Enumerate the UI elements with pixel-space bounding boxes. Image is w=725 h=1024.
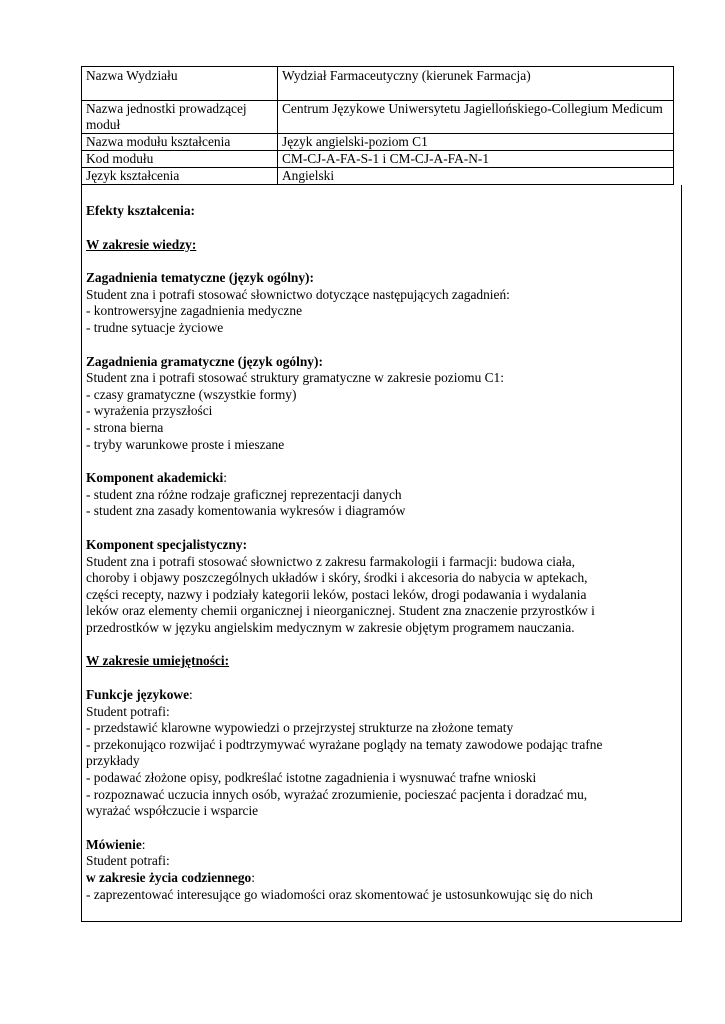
list-item: - czasy gramatyczne (wszystkie formy) (86, 386, 297, 402)
learning-outcomes-cell (81, 185, 682, 922)
section-heading: Efekty kształcenia: (86, 203, 195, 218)
list-item: - student zna zasady komentowania wykresów i diagramów (86, 503, 406, 519)
row-value: Język angielski-poziom C1 (278, 134, 674, 151)
topics-intro: Student zna i potrafi stosować słownictwo dotyczące następujących zagadnień: (86, 286, 510, 302)
functions-title-line (86, 687, 677, 704)
knowledge-heading: W zakresie wiedzy: (86, 236, 197, 252)
academic-title: Komponent akademicki (86, 470, 224, 486)
row-label: Nazwa jednostki prowadzącej moduł (82, 101, 278, 134)
speaking-subtitle-line (86, 870, 677, 887)
text-line: przedrostków w języku angielskim medycznym w zakresie objętym programem nauczania. (86, 619, 575, 635)
text-line: Student zna i potrafi stosować słownictwo z zakresu farmakologii i farmacji: budowa ciała, (86, 553, 575, 569)
text-line: choroby i objawy poszczególnych układów i skóry, środki i akcesoria do nabycia w aptekach, (86, 570, 588, 586)
text-line: - przekonująco rozwijać i podtrzymywać wyrażane poglądy na tematy zawodowe podając trafne (86, 736, 603, 752)
document-page (81, 66, 674, 922)
row-label: Język kształcenia (82, 168, 278, 185)
table-row (82, 168, 674, 185)
academic-title-line (86, 470, 677, 487)
text-line: części recepty, nazwy i podziały kategorii leków, postaci leków, drogi podawania i wydalania (86, 586, 587, 602)
functions-intro: Student potrafi: (86, 703, 170, 719)
text-line: - podawać złożone opisy, podkreślać istotne zagadnienia i wysnuwać trafne wnioski (86, 770, 537, 786)
list-item: - tryby warunkowe proste i mieszane (86, 436, 285, 452)
table-row (82, 134, 674, 151)
speaking-intro: Student potrafi: (86, 853, 170, 869)
list-item: - strona bierna (86, 419, 164, 435)
list-item: - trudne sytuacje życiowe (86, 319, 224, 335)
grammar-intro: Student zna i potrafi stosować struktury gramatyczne w zakresie poziomu C1: (86, 370, 504, 386)
text-line: leków oraz elementy chemii organicznej i nieorganicznej. Student zna znaczenie przyrostków i (86, 603, 595, 619)
text-line: - przedstawić klarowne wypowiedzi o przejrzystej strukturze na złożone tematy (86, 720, 514, 736)
skills-heading: W zakresie umiejętności: (86, 653, 230, 669)
academic-colon: : (223, 470, 228, 486)
list-item: - kontrowersyjne zagadnienia medyczne (86, 303, 303, 319)
specialist-title: Komponent specjalistyczny: (86, 536, 248, 552)
speaking-subtitle-colon: : (251, 870, 255, 885)
text-line: wyrażać współczucie i wsparcie (86, 803, 259, 819)
module-info-table (81, 66, 674, 185)
row-value: Angielski (278, 168, 674, 185)
speaking-colon: : (141, 836, 146, 852)
functions-colon: : (189, 687, 193, 703)
row-value: Wydział Farmaceutyczny (kierunek Farmacja) (278, 67, 674, 101)
speaking-title: Mówienie (86, 836, 142, 852)
topics-title: Zagadnienia tematyczne (język ogólny): (86, 270, 314, 286)
text-line: - zaprezentować interesujące go wiadomości oraz skomentować je ustosunkowując się do nich (86, 886, 593, 902)
table-row (82, 67, 674, 101)
functions-title: Funkcje językowe (86, 687, 190, 703)
speaking-subtitle: w zakresie życia codziennego (86, 870, 252, 885)
row-label: Kod modułu (82, 151, 278, 168)
speaking-title-line (86, 837, 677, 854)
text-line: przykłady (86, 753, 140, 769)
row-label: Nazwa modułu kształcenia (82, 134, 278, 151)
list-item: - wyrażenia przyszłości (86, 403, 213, 419)
table-row (82, 151, 674, 168)
row-label: Nazwa Wydziału (82, 67, 278, 101)
list-item: - student zna różne rodzaje graficznej reprezentacji danych (86, 486, 402, 502)
row-value: Centrum Językowe Uniwersytetu Jagiellońskiego-Collegium Medicum (278, 101, 674, 134)
row-value: CM-CJ-A-FA-S-1 i CM-CJ-A-FA-N-1 (278, 151, 674, 168)
text-line: - rozpoznawać uczucia innych osób, wyrażać zrozumienie, pocieszać pacjenta i doradzać mu, (86, 786, 588, 802)
table-row (82, 101, 674, 134)
grammar-title: Zagadnienia gramatyczne (język ogólny): (86, 353, 323, 369)
